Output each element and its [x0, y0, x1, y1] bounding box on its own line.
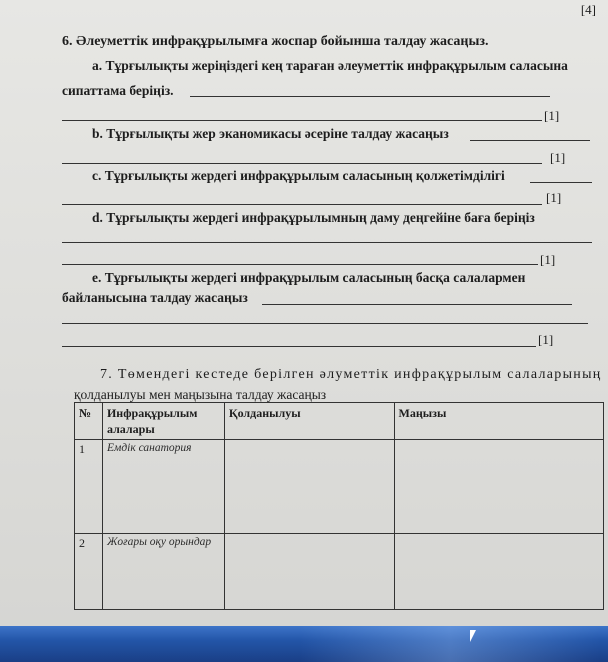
- mark-6a: [1]: [544, 108, 560, 123]
- importance-cell[interactable]: [394, 534, 603, 610]
- mark-6c: [1]: [546, 190, 562, 205]
- taskbar-glow: [300, 626, 600, 662]
- question-7-line1: 7. Төмендегі кестеде берілген әлуметтік инфрақұрылым салаларының: [100, 367, 602, 382]
- question-6a-line1: а. Тұрғылықты жеріңіздегі кең тараған әлеуметтік инфрақұрылым саласына: [92, 58, 568, 73]
- table-row: [75, 534, 604, 610]
- row-sector-name: Емдік санатория: [102, 440, 224, 534]
- row-sector-name: Жоғары оқу орындар: [102, 534, 224, 610]
- answer-line: [470, 140, 590, 141]
- question-6a-line2: сипаттама беріңіз.: [62, 83, 174, 98]
- question-6-title: 6. Әлеуметтік инфрақұрылымға жоспар бойынша талдау жасаңыз.: [62, 34, 489, 49]
- question-6e-line1: е. Тұрғылықты жердегі инфрақұрылым саласының басқа салалармен: [92, 270, 526, 285]
- mouse-cursor-icon: [470, 630, 476, 642]
- mark-6e: [1]: [538, 332, 554, 347]
- total-marks: [4]: [580, 2, 596, 17]
- answer-line: [190, 96, 550, 97]
- importance-cell[interactable]: [394, 440, 603, 534]
- answer-line: [62, 242, 592, 243]
- taskbar: [0, 626, 608, 662]
- row-number: 1: [75, 440, 103, 534]
- table-header-row: [75, 403, 604, 440]
- question-6c: c. Тұрғылықты жердегі инфрақұрылым саласының қолжетімділігі: [92, 168, 505, 183]
- answer-line: [530, 182, 592, 183]
- table-header: Маңызы: [394, 403, 603, 440]
- mark-6d: [1]: [540, 252, 556, 267]
- usage-cell[interactable]: [224, 440, 394, 534]
- answer-line: [62, 163, 542, 164]
- answer-line: [62, 120, 542, 121]
- answer-line: [62, 204, 542, 205]
- question-6d: d. Тұрғылықты жердегі инфрақұрылымның даму деңгейіне баға беріңіз: [92, 210, 535, 225]
- table-row: [75, 440, 604, 534]
- table-header: Инфрақұрылым алалары: [102, 403, 224, 440]
- table-header: Қолданылуы: [224, 403, 394, 440]
- question-6e-line2: байланысына талдау жасаңыз: [62, 290, 248, 305]
- question-7-line2: қолданылуы мен маңызына талдау жасаңыз: [74, 387, 327, 402]
- mark-6b: [1]: [550, 150, 566, 165]
- answer-line: [62, 346, 536, 347]
- answer-line: [62, 264, 538, 265]
- infrastructure-table: [74, 402, 604, 610]
- question-6b: b. Тұрғылықты жер эканомикасы әсеріне талдау жасаңыз: [92, 126, 449, 141]
- usage-cell[interactable]: [224, 534, 394, 610]
- table-header: №: [75, 403, 103, 440]
- answer-line: [62, 323, 588, 324]
- answer-line: [262, 304, 572, 305]
- row-number: 2: [75, 534, 103, 610]
